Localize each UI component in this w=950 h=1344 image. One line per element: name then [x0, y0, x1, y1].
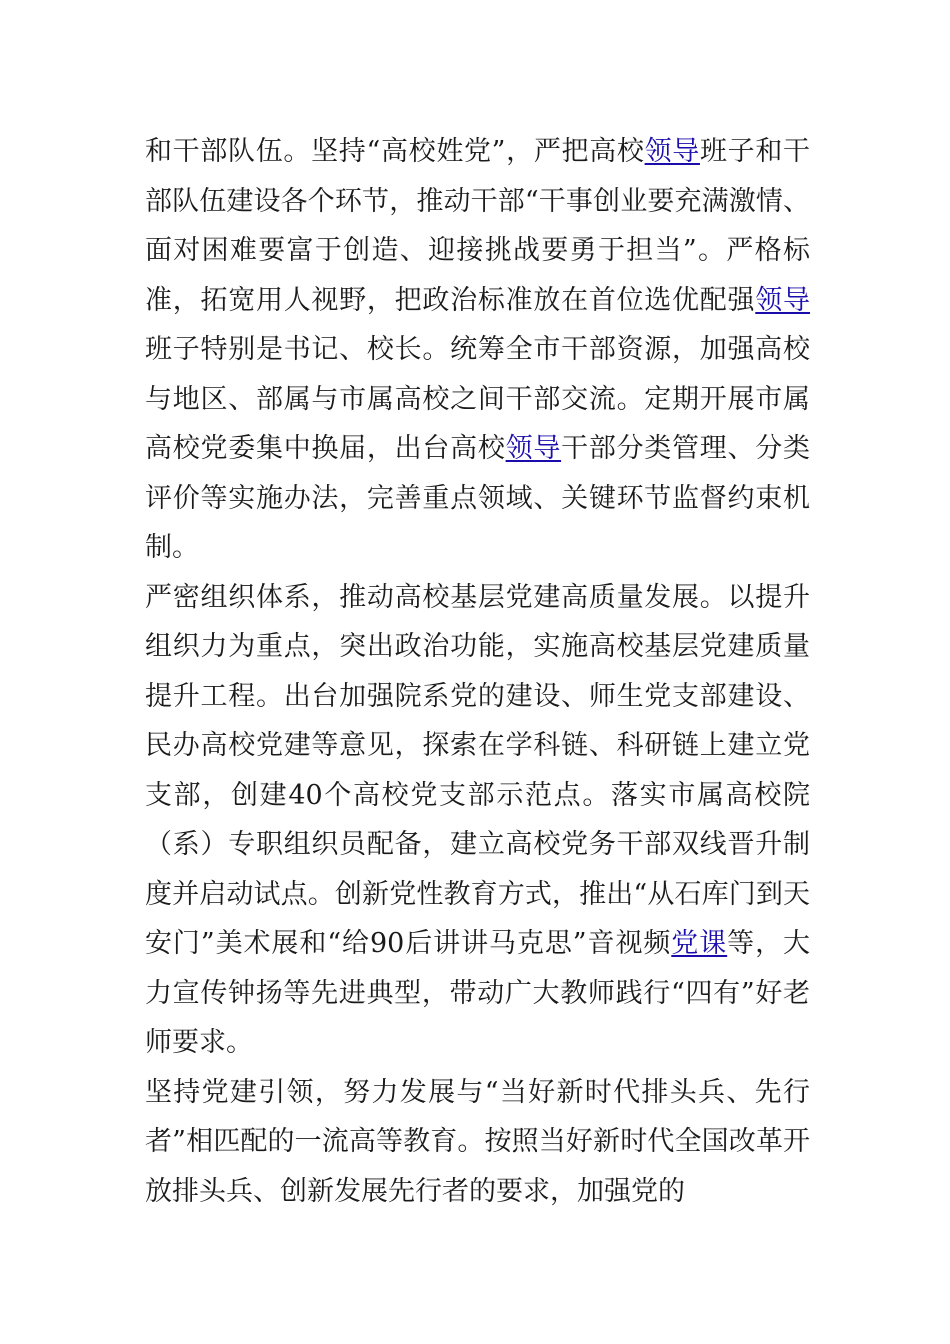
link-leadership[interactable]: 领导 [505, 433, 562, 464]
text-segment: 和干部队伍。坚持“高校姓党”，严把高校 [145, 136, 645, 167]
link-leadership[interactable]: 领导 [644, 136, 700, 167]
link-leadership[interactable]: 领导 [755, 284, 811, 316]
text-segment: 严密组织体系，推动高校基层党建高质量发展。以提升组织力为重点，突出政治功能，实施高校基层党建质量提升工程。出台加强院系党的建设、师生党支部建设、民办高校党建等意见，探索在学科链、科研链上建立党支部，创建40个高校党支部示范点。落实市属高校院（系）专职组织员配备，建立高校党务干部双线晋升制度并启动试点。创新党性教育方式，推出“从石库门到天安门”美术展和“给90后讲讲马克思”音视频 [145, 581, 810, 959]
document-page [145, 127, 810, 1216]
link-party-lecture[interactable]: 党课 [671, 928, 728, 959]
paragraph-party-leadership [145, 1068, 810, 1217]
text-segment: 班子和干部队伍建设各个环节，推动干部“干事创业要充满激情、面对困难要富于创造、迎接挑战要勇于担当”。严格标准，拓宽用人视野，把政治标准放在首位选优配强 [145, 136, 811, 316]
text-segment: 干部分类管理、分类评价等实施办法，完善重点领域、关键环节监督约束机制。 [145, 433, 811, 563]
text-segment: 等，大力宣传钟扬等先进典型，带动广大教师践行“四有”好老师要求。 [145, 928, 811, 1058]
text-segment: 班子特别是书记、校长。统筹全市干部资源，加强高校与地区、部属与市属高校之间干部交流。定期开展市属高校党委集中换届，出台高校 [145, 334, 810, 464]
paragraph-organization-system [145, 573, 810, 1068]
paragraph-cadre-management [145, 127, 810, 573]
text-segment: 坚持党建引领，努力发展与“当好新时代排头兵、先行者”相匹配的一流高等教育。按照当好新时代全国改革开放排头兵、创新发展先行者的要求，加强党的 [145, 1076, 810, 1207]
